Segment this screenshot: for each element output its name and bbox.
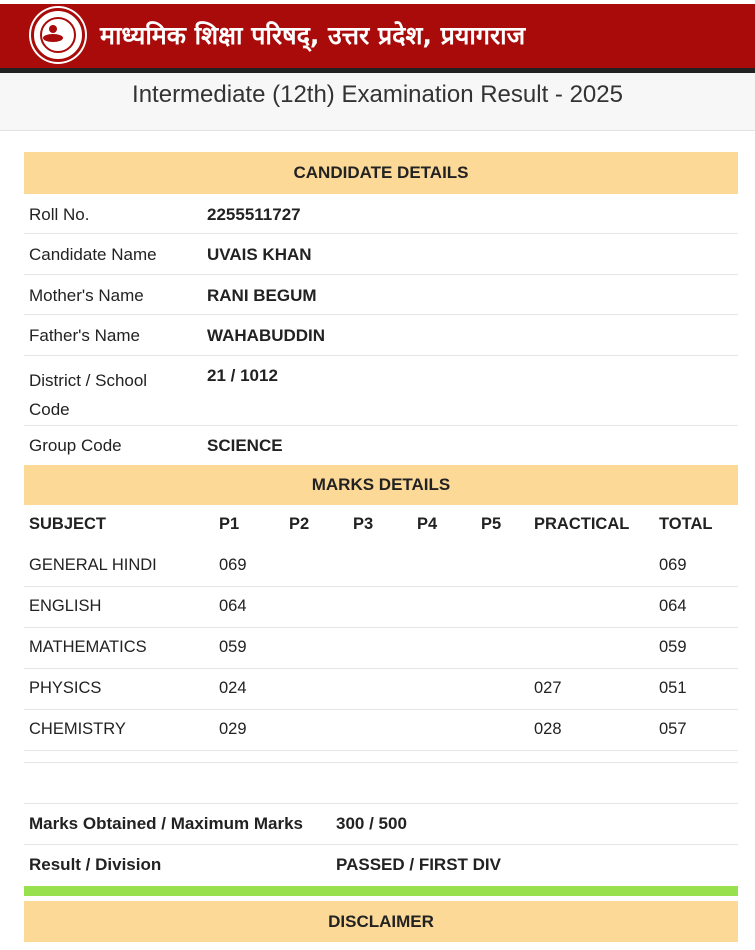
p1-mark: 059 <box>219 638 247 656</box>
column-header-p5: P5 <box>481 515 502 533</box>
mother-name: RANI BEGUM <box>207 286 317 305</box>
candidate-details-heading: CANDIDATE DETAILS <box>24 152 738 194</box>
practical-mark: 027 <box>534 679 562 697</box>
result-value: PASSED / FIRST DIV <box>336 855 501 874</box>
column-header-total: TOTAL <box>659 515 713 533</box>
marks-table-header <box>24 505 738 546</box>
practical-mark: 028 <box>534 720 562 738</box>
subject-name: CHEMISTRY <box>29 720 126 738</box>
candidate-row <box>24 426 738 465</box>
column-header-p2: P2 <box>289 515 310 533</box>
page-title: Intermediate (12th) Examination Result - 2025 <box>132 81 623 108</box>
result-row <box>24 845 738 886</box>
disclaimer-heading: DISCLAIMER <box>24 901 738 942</box>
candidate-row <box>24 356 738 426</box>
subject-name: MATHEMATICS <box>29 638 147 656</box>
table-row <box>24 669 738 710</box>
field-label: District / School Code <box>29 371 148 419</box>
field-label: Mother's Name <box>29 286 144 305</box>
marks-details-heading: MARKS DETAILS <box>24 465 738 505</box>
group-code: SCIENCE <box>207 436 283 455</box>
total-mark: 051 <box>659 679 687 697</box>
p1-mark: 069 <box>219 556 247 574</box>
field-label: Candidate Name <box>29 245 157 264</box>
field-label: Roll No. <box>29 205 90 224</box>
column-header-p3: P3 <box>353 515 374 533</box>
total-mark: 069 <box>659 556 687 574</box>
column-header-subject: SUBJECT <box>29 515 107 533</box>
total-mark: 059 <box>659 638 687 656</box>
result-card <box>24 152 738 942</box>
board-name: माध्यमिक शिक्षा परिषद्, उत्तर प्रदेश, प्रयागराज <box>100 21 526 50</box>
spacer-row <box>24 751 738 763</box>
p1-mark: 024 <box>219 679 247 697</box>
p1-mark: 029 <box>219 720 247 738</box>
board-emblem-icon <box>31 8 85 62</box>
table-row <box>24 587 738 628</box>
candidate-name: UVAIS KHAN <box>207 245 312 264</box>
candidate-row <box>24 194 738 234</box>
candidate-row <box>24 315 738 356</box>
p1-mark: 064 <box>219 597 247 615</box>
table-row <box>24 710 738 751</box>
field-label: Group Code <box>29 436 122 455</box>
subject-name: GENERAL HINDI <box>29 556 157 574</box>
subject-name: PHYSICS <box>29 679 102 697</box>
marks-summary-label: Marks Obtained / Maximum Marks <box>29 814 303 833</box>
subject-name: ENGLISH <box>29 597 102 615</box>
table-row <box>24 628 738 669</box>
total-mark: 064 <box>659 597 687 615</box>
marks-summary-value: 300 / 500 <box>336 814 407 833</box>
total-mark: 057 <box>659 720 687 738</box>
candidate-row <box>24 275 738 315</box>
marks-summary-row <box>24 804 738 845</box>
father-name: WAHABUDDIN <box>207 326 326 345</box>
spacer-row <box>24 763 738 804</box>
district-school-code: 21 / 1012 <box>207 366 278 385</box>
candidate-row <box>24 234 738 275</box>
result-label: Result / Division <box>29 855 162 874</box>
column-header-practical: PRACTICAL <box>534 515 630 533</box>
column-header-p1: P1 <box>219 515 240 533</box>
field-label: Father's Name <box>29 326 140 345</box>
column-header-p4: P4 <box>417 515 438 533</box>
status-bar <box>24 886 738 896</box>
roll-number: 2255511727 <box>207 205 301 224</box>
table-row <box>24 546 738 587</box>
